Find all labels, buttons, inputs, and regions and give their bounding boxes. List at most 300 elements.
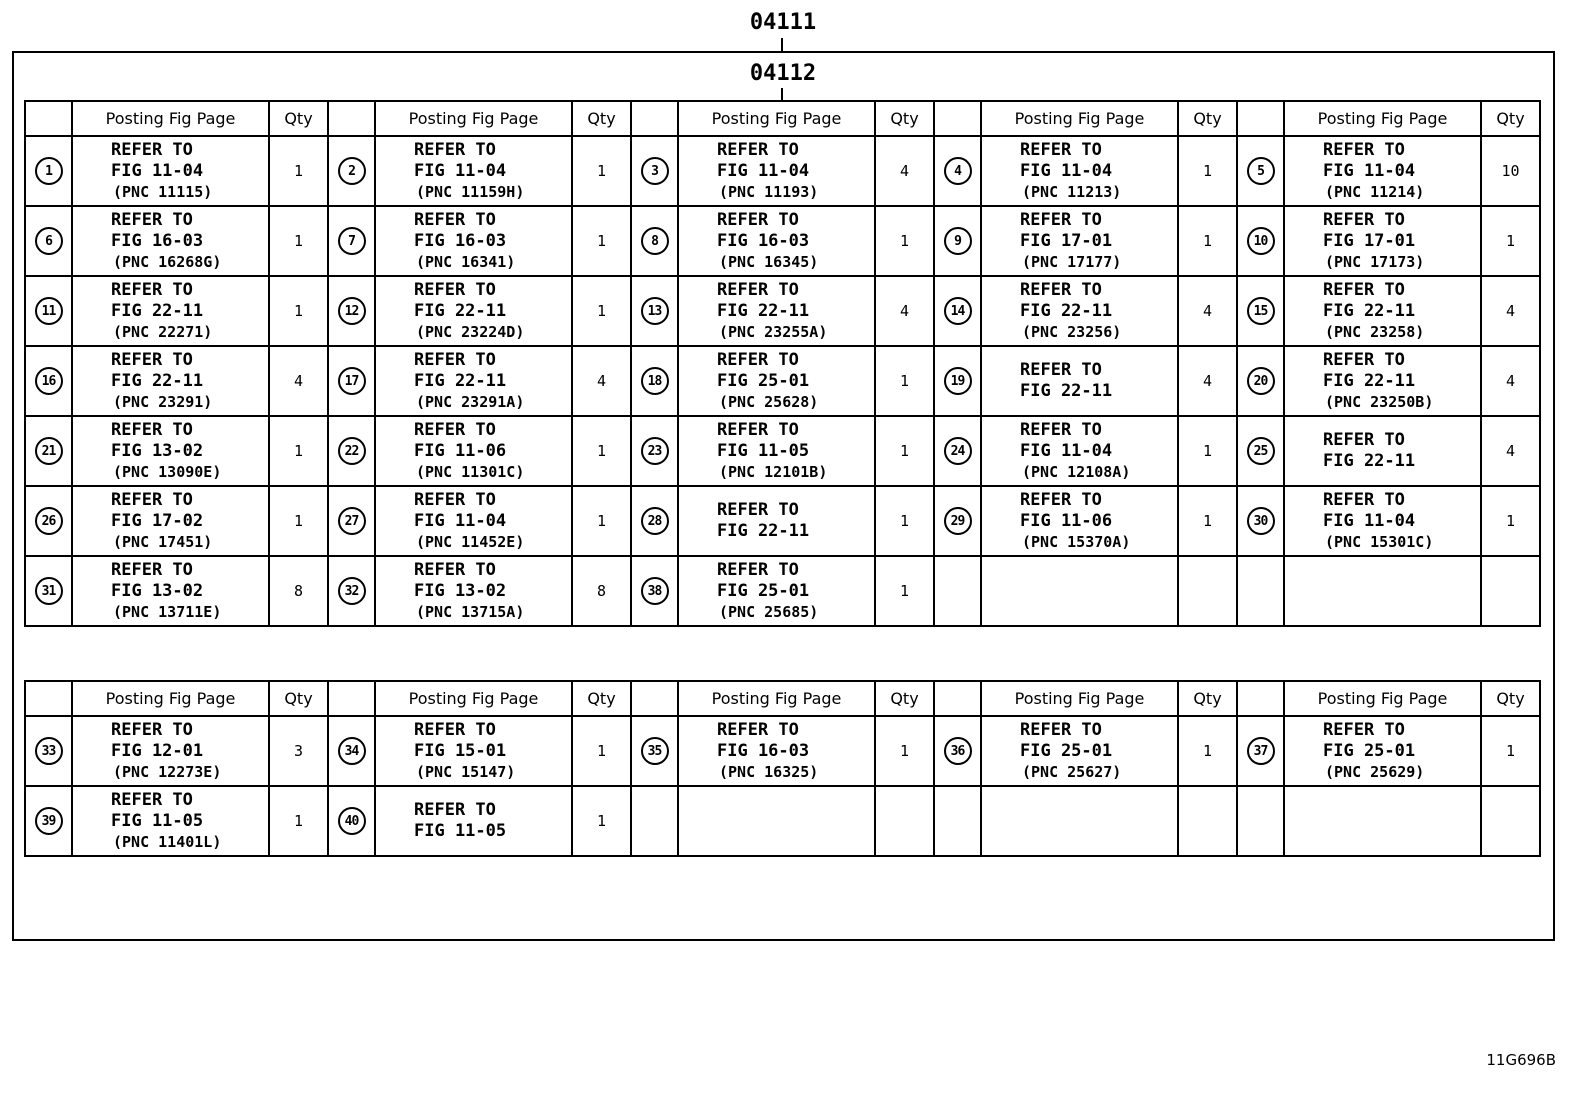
refer-to-label: REFER TO (414, 800, 496, 820)
callout-cell (1237, 716, 1284, 786)
callout-cell (25, 786, 72, 856)
reference-text (982, 360, 1177, 402)
reference-text (376, 350, 571, 413)
qty-cell (875, 136, 934, 206)
pnc-number: (PNC 11401L) (113, 832, 222, 851)
qty-cell (572, 346, 631, 416)
qty-value: 1 (596, 742, 607, 760)
qty-cell (1481, 416, 1540, 486)
callout-number: 4 (944, 157, 972, 185)
header-blank (25, 101, 72, 136)
posting-fig-cell (375, 276, 572, 346)
callout-cell (328, 416, 375, 486)
callout-number: 37 (1247, 737, 1275, 765)
header-posting-fig-page: Posting Fig Page (1284, 681, 1481, 716)
qty-value: 1 (899, 512, 910, 530)
callout-cell (934, 136, 981, 206)
posting-fig-cell (678, 416, 875, 486)
fig-reference: FIG 22-11 (414, 300, 507, 321)
posting-fig-cell (678, 716, 875, 786)
posting-fig-cell (981, 276, 1178, 346)
reference-text (1285, 350, 1480, 413)
callout-number: 17 (338, 367, 366, 395)
fig-reference: FIG 11-04 (717, 160, 810, 181)
callout-number: 27 (338, 507, 366, 535)
fig-reference: FIG 17-01 (1323, 230, 1416, 251)
callout-number: 7 (338, 227, 366, 255)
callout-cell (328, 486, 375, 556)
posting-fig-cell (72, 556, 269, 626)
header-posting-fig-page: Posting Fig Page (1284, 101, 1481, 136)
qty-cell (1481, 556, 1540, 626)
assembly-code-04112: 04112 (749, 61, 817, 86)
callout-number: 18 (641, 367, 669, 395)
callout-number: 35 (641, 737, 669, 765)
posting-fig-cell (1284, 206, 1481, 276)
qty-value: 10 (1501, 162, 1520, 180)
callout-number: 36 (944, 737, 972, 765)
refer-to-label: REFER TO (414, 489, 496, 510)
header-qty: Qty (572, 681, 631, 716)
qty-cell (1481, 716, 1540, 786)
posting-fig-cell (1284, 416, 1481, 486)
callout-number: 40 (338, 807, 366, 835)
refer-to-label: REFER TO (414, 349, 496, 370)
fig-reference: FIG 17-02 (111, 510, 204, 531)
refer-to-label: REFER TO (717, 559, 799, 580)
qty-cell (1178, 276, 1237, 346)
refer-to-label: REFER TO (111, 139, 193, 160)
callout-cell (25, 556, 72, 626)
posting-fig-cell (1284, 346, 1481, 416)
reference-text (1285, 210, 1480, 273)
qty-cell (875, 786, 934, 856)
refer-to-label: REFER TO (717, 209, 799, 230)
callout-number: 5 (1247, 157, 1275, 185)
qty-value: 1 (1202, 232, 1213, 250)
table-row (25, 486, 1540, 556)
callout-number: 1 (35, 157, 63, 185)
qty-cell (572, 556, 631, 626)
pnc-number: (PNC 23250B) (1325, 392, 1434, 411)
callout-number: 30 (1247, 507, 1275, 535)
posting-fig-cell (72, 136, 269, 206)
fig-reference: FIG 16-03 (717, 230, 810, 251)
reference-text (1285, 140, 1480, 203)
posting-fig-cell (72, 486, 269, 556)
fig-reference: FIG 22-11 (1323, 451, 1416, 471)
refer-to-label: REFER TO (717, 419, 799, 440)
qty-cell (1178, 486, 1237, 556)
header-row (25, 681, 1540, 716)
header-qty: Qty (1481, 101, 1540, 136)
qty-cell (572, 276, 631, 346)
pnc-number: (PNC 13711E) (113, 602, 222, 621)
pnc-number: (PNC 25685) (719, 602, 819, 621)
header-qty: Qty (875, 681, 934, 716)
fig-reference: FIG 16-03 (414, 230, 507, 251)
qty-value: 1 (596, 162, 607, 180)
qty-value: 1 (1505, 742, 1516, 760)
header-posting-fig-page: Posting Fig Page (375, 101, 572, 136)
refer-to-label: REFER TO (1323, 719, 1405, 740)
posting-fig-cell (678, 486, 875, 556)
posting-fig-cell (1284, 136, 1481, 206)
pnc-number: (PNC 11159H) (416, 182, 525, 201)
header-qty: Qty (1481, 681, 1540, 716)
posting-fig-cell (678, 276, 875, 346)
fig-reference: FIG 22-11 (1020, 300, 1113, 321)
callout-cell (25, 486, 72, 556)
qty-value: 4 (1505, 372, 1516, 390)
leader-line (781, 38, 783, 52)
qty-cell (572, 206, 631, 276)
refer-to-label: REFER TO (1020, 419, 1102, 440)
callout-cell (1237, 276, 1284, 346)
refer-to-label: REFER TO (111, 559, 193, 580)
reference-text (1285, 490, 1480, 553)
qty-cell (269, 206, 328, 276)
callout-cell (1237, 556, 1284, 626)
pnc-number: (PNC 23291) (113, 392, 213, 411)
header-qty: Qty (1178, 681, 1237, 716)
pnc-number: (PNC 12101B) (719, 462, 828, 481)
qty-value: 1 (1505, 232, 1516, 250)
posting-fig-cell (1284, 786, 1481, 856)
fig-reference: FIG 11-04 (111, 160, 204, 181)
reference-text (73, 350, 268, 413)
table-row (25, 556, 1540, 626)
fig-reference: FIG 16-03 (111, 230, 204, 251)
fig-reference: FIG 11-05 (414, 821, 507, 841)
refer-to-label: REFER TO (1020, 139, 1102, 160)
qty-cell (875, 206, 934, 276)
callout-cell (934, 556, 981, 626)
callout-number: 20 (1247, 367, 1275, 395)
refer-to-label: REFER TO (1020, 719, 1102, 740)
qty-cell (572, 136, 631, 206)
pnc-number: (PNC 23256) (1022, 322, 1122, 341)
posting-fig-cell (1284, 556, 1481, 626)
qty-value: 4 (899, 302, 910, 320)
pnc-number: (PNC 16268G) (113, 252, 222, 271)
refer-to-label: REFER TO (414, 209, 496, 230)
reference-text (376, 800, 571, 842)
posting-fig-cell (375, 786, 572, 856)
fig-reference: FIG 12-01 (111, 740, 204, 761)
header-blank (934, 101, 981, 136)
header-blank (328, 681, 375, 716)
callout-cell (631, 556, 678, 626)
callout-cell (25, 136, 72, 206)
refer-to-label: REFER TO (111, 719, 193, 740)
posting-fig-cell (375, 416, 572, 486)
posting-fig-cell (981, 556, 1178, 626)
qty-cell (875, 556, 934, 626)
callout-cell (631, 786, 678, 856)
refer-to-label: REFER TO (717, 279, 799, 300)
qty-value: 1 (1202, 442, 1213, 460)
callout-cell (1237, 136, 1284, 206)
pnc-number: (PNC 16341) (416, 252, 516, 271)
posting-fig-cell (72, 786, 269, 856)
fig-reference: FIG 16-03 (717, 740, 810, 761)
posting-fig-cell (981, 346, 1178, 416)
callout-number: 34 (338, 737, 366, 765)
refer-to-label: REFER TO (1020, 279, 1102, 300)
header-qty: Qty (269, 681, 328, 716)
qty-value: 1 (293, 442, 304, 460)
qty-value: 1 (293, 302, 304, 320)
callout-cell (631, 206, 678, 276)
posting-fig-cell (375, 716, 572, 786)
callout-cell (25, 346, 72, 416)
qty-value: 4 (1202, 302, 1213, 320)
pnc-number: (PNC 23224D) (416, 322, 525, 341)
qty-cell (1178, 556, 1237, 626)
callout-number: 6 (35, 227, 63, 255)
posting-fig-cell (981, 206, 1178, 276)
pnc-number: (PNC 17451) (113, 532, 213, 551)
fig-reference: FIG 11-05 (717, 440, 810, 461)
fig-reference: FIG 11-04 (1020, 440, 1113, 461)
posting-fig-cell (375, 486, 572, 556)
reference-text (982, 140, 1177, 203)
pnc-number: (PNC 17177) (1022, 252, 1122, 271)
fig-reference: FIG 22-11 (1020, 381, 1113, 401)
callout-cell (328, 136, 375, 206)
header-qty: Qty (572, 101, 631, 136)
posting-fig-cell (72, 346, 269, 416)
qty-cell (1481, 136, 1540, 206)
qty-cell (269, 346, 328, 416)
assembly-code-04111: 04111 (749, 10, 817, 35)
qty-value: 4 (1505, 442, 1516, 460)
posting-fig-cell (981, 786, 1178, 856)
callout-number: 24 (944, 437, 972, 465)
callout-number: 33 (35, 737, 63, 765)
pnc-number: (PNC 22271) (113, 322, 213, 341)
posting-fig-cell (678, 136, 875, 206)
fig-reference: FIG 22-11 (111, 370, 204, 391)
callout-number: 38 (641, 577, 669, 605)
callout-number: 13 (641, 297, 669, 325)
callout-cell (1237, 206, 1284, 276)
qty-cell (269, 716, 328, 786)
qty-value: 4 (899, 162, 910, 180)
refer-to-label: REFER TO (1323, 349, 1405, 370)
callout-cell (328, 716, 375, 786)
callout-cell (328, 786, 375, 856)
refer-to-label: REFER TO (414, 559, 496, 580)
refer-to-label: REFER TO (111, 419, 193, 440)
fig-reference: FIG 25-01 (1323, 740, 1416, 761)
reference-text (679, 140, 874, 203)
parts-table-1 (24, 100, 1541, 627)
qty-value: 1 (596, 512, 607, 530)
callout-cell (934, 716, 981, 786)
qty-value: 8 (596, 582, 607, 600)
refer-to-label: REFER TO (1323, 139, 1405, 160)
qty-cell (1178, 136, 1237, 206)
refer-to-label: REFER TO (717, 719, 799, 740)
qty-cell (1481, 346, 1540, 416)
posting-fig-cell (678, 206, 875, 276)
callout-cell (328, 346, 375, 416)
reference-text (73, 720, 268, 783)
refer-to-label: REFER TO (1020, 209, 1102, 230)
qty-cell (269, 416, 328, 486)
reference-text (1285, 430, 1480, 472)
qty-cell (1481, 206, 1540, 276)
fig-reference: FIG 11-06 (1020, 510, 1113, 531)
qty-cell (1178, 346, 1237, 416)
callout-cell (25, 206, 72, 276)
callout-number: 3 (641, 157, 669, 185)
qty-value: 1 (293, 232, 304, 250)
callout-cell (631, 416, 678, 486)
reference-text (73, 420, 268, 483)
header-qty: Qty (1178, 101, 1237, 136)
refer-to-label: REFER TO (1323, 489, 1405, 510)
header-blank (1237, 681, 1284, 716)
callout-number: 26 (35, 507, 63, 535)
pnc-number: (PNC 13090E) (113, 462, 222, 481)
parts-table-2 (24, 680, 1541, 857)
callout-cell (631, 346, 678, 416)
pnc-number: (PNC 12108A) (1022, 462, 1131, 481)
qty-cell (269, 486, 328, 556)
fig-reference: FIG 13-02 (111, 580, 204, 601)
callout-number: 19 (944, 367, 972, 395)
qty-cell (572, 416, 631, 486)
qty-value: 1 (1202, 512, 1213, 530)
callout-number: 25 (1247, 437, 1275, 465)
reference-text (679, 420, 874, 483)
reference-text (376, 140, 571, 203)
callout-number: 12 (338, 297, 366, 325)
qty-value: 1 (899, 442, 910, 460)
callout-cell (934, 346, 981, 416)
qty-value: 4 (293, 372, 304, 390)
callout-cell (934, 276, 981, 346)
qty-value: 1 (899, 742, 910, 760)
pnc-number: (PNC 11193) (719, 182, 819, 201)
qty-value: 1 (596, 302, 607, 320)
reference-text (376, 560, 571, 623)
qty-cell (1481, 786, 1540, 856)
reference-text (376, 720, 571, 783)
qty-cell (572, 716, 631, 786)
header-blank (25, 681, 72, 716)
header-posting-fig-page: Posting Fig Page (72, 681, 269, 716)
callout-number: 15 (1247, 297, 1275, 325)
fig-reference: FIG 13-02 (111, 440, 204, 461)
qty-cell (875, 716, 934, 786)
qty-cell (572, 486, 631, 556)
callout-number: 22 (338, 437, 366, 465)
reference-text (1285, 280, 1480, 343)
table-row (25, 206, 1540, 276)
callout-number: 23 (641, 437, 669, 465)
callout-number: 31 (35, 577, 63, 605)
reference-text (679, 280, 874, 343)
qty-cell (1481, 486, 1540, 556)
callout-cell (1237, 346, 1284, 416)
refer-to-label: REFER TO (414, 139, 496, 160)
header-blank (631, 681, 678, 716)
reference-text (982, 490, 1177, 553)
fig-reference: FIG 11-04 (1323, 160, 1416, 181)
qty-cell (875, 416, 934, 486)
pnc-number: (PNC 12273E) (113, 762, 222, 781)
table-row (25, 136, 1540, 206)
table-row (25, 786, 1540, 856)
posting-fig-cell (375, 136, 572, 206)
qty-value: 1 (596, 812, 607, 830)
qty-value: 1 (293, 512, 304, 530)
header-posting-fig-page: Posting Fig Page (375, 681, 572, 716)
fig-reference: FIG 11-04 (414, 160, 507, 181)
posting-fig-cell (981, 416, 1178, 486)
pnc-number: (PNC 25628) (719, 392, 819, 411)
qty-value: 4 (596, 372, 607, 390)
reference-text (73, 210, 268, 273)
fig-reference: FIG 25-01 (717, 580, 810, 601)
header-posting-fig-page: Posting Fig Page (981, 681, 1178, 716)
reference-text (73, 280, 268, 343)
reference-text (679, 720, 874, 783)
pnc-number: (PNC 11214) (1325, 182, 1425, 201)
reference-text (73, 490, 268, 553)
callout-cell (25, 416, 72, 486)
refer-to-label: REFER TO (1323, 279, 1405, 300)
callout-cell (631, 136, 678, 206)
refer-to-label: REFER TO (111, 349, 193, 370)
callout-number: 14 (944, 297, 972, 325)
qty-cell (875, 346, 934, 416)
refer-to-label: REFER TO (414, 279, 496, 300)
pnc-number: (PNC 17173) (1325, 252, 1425, 271)
header-blank (328, 101, 375, 136)
callout-number: 9 (944, 227, 972, 255)
posting-fig-cell (72, 206, 269, 276)
callout-cell (631, 716, 678, 786)
fig-reference: FIG 25-01 (717, 370, 810, 391)
refer-to-label: REFER TO (414, 419, 496, 440)
pnc-number: (PNC 23291A) (416, 392, 525, 411)
reference-text (679, 560, 874, 623)
reference-text (376, 490, 571, 553)
reference-text (376, 210, 571, 273)
posting-fig-cell (1284, 276, 1481, 346)
qty-cell (269, 786, 328, 856)
header-qty: Qty (875, 101, 934, 136)
refer-to-label: REFER TO (1323, 430, 1405, 450)
qty-cell (572, 786, 631, 856)
callout-cell (934, 786, 981, 856)
fig-reference: FIG 11-05 (111, 810, 204, 831)
qty-value: 8 (293, 582, 304, 600)
qty-cell (875, 276, 934, 346)
qty-value: 1 (293, 162, 304, 180)
pnc-number: (PNC 16325) (719, 762, 819, 781)
refer-to-label: REFER TO (717, 139, 799, 160)
reference-text (982, 420, 1177, 483)
fig-reference: FIG 25-01 (1020, 740, 1113, 761)
callout-cell (934, 486, 981, 556)
reference-text (1285, 720, 1480, 783)
